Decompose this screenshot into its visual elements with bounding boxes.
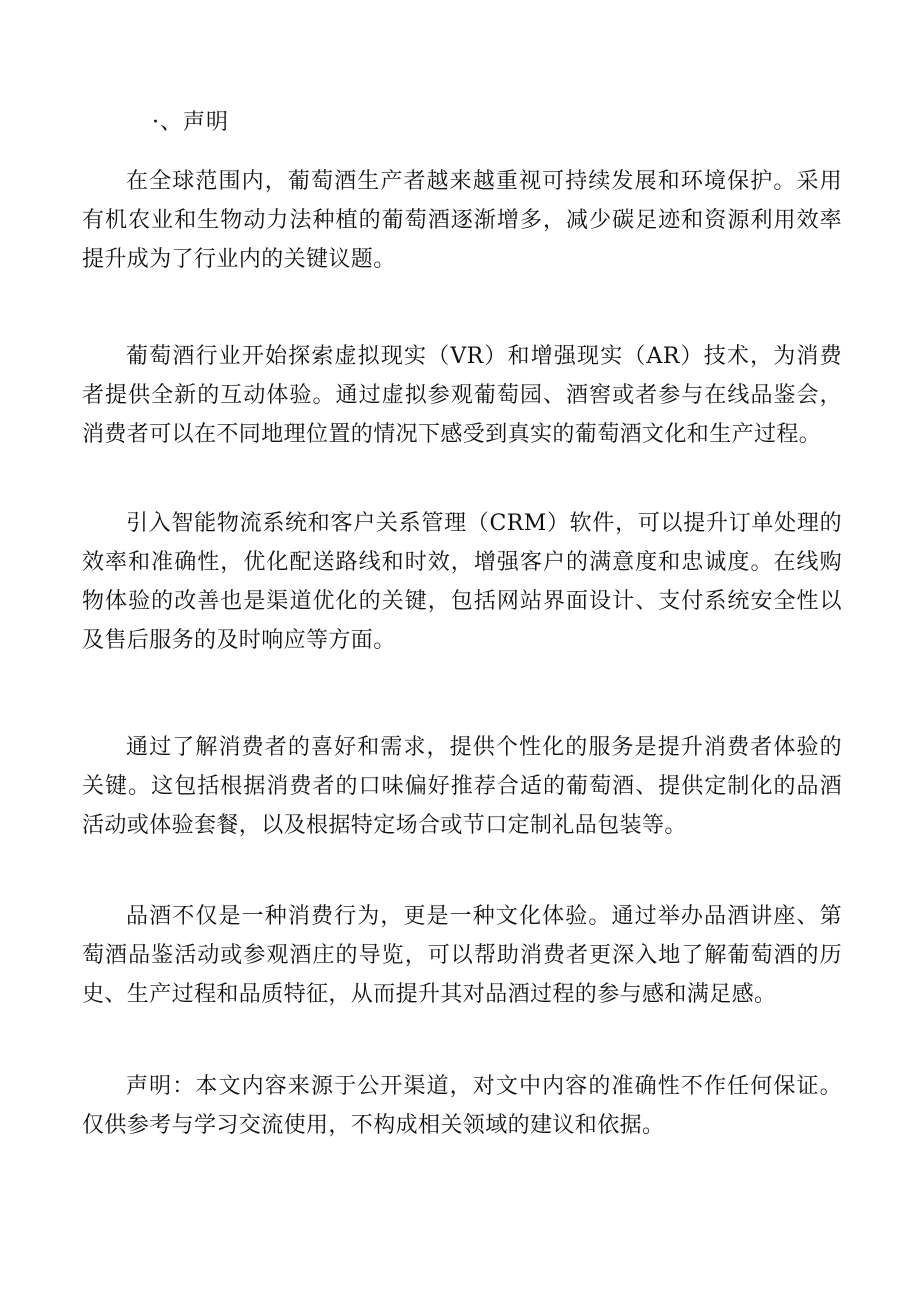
paragraph-logistics-crm: 引入智能物流系统和客户关系管理（CRM）软件，可以提升订单处理的效率和准确性，优化配送路线和时效，增强客户的满意度和忠诚度。在线购物体验的改善也是渠道优化的关键，包括网站界面设计、支付系统安全性以及售后服务的及时响应等方面。 (82, 511, 842, 653)
paragraph-personalization: 通过了解消费者的喜好和需求，提供个性化的服务是提升消费者体验的关键。这包括根据消费者的口味偏好推荐合适的葡萄酒、提供定制化的品酒活动或体验套餐，以及根据特定场合或节口定制礼品包装等。 (82, 735, 842, 838)
section-heading: ·、声明 (152, 110, 229, 135)
paragraph-vr-ar: 葡萄酒行业开始探索虚拟现实（VR）和增强现实（AR）技术，为消费者提供全新的互动体验。通过虚拟参观葡萄园、酒窖或者参与在线品鉴会，消费者可以在不同地理位置的情况下感受到真实的葡萄酒文化和生产过程。 (82, 344, 842, 447)
paragraph-sustainability: 在全球范围内，葡萄酒生产者越来越重视可持续发展和环境保护。采用有机农业和生物动力法种植的葡萄酒逐渐增多，减少碳足迹和资源利用效率提升成为了行业内的关键议题。 (82, 169, 842, 272)
paragraph-wine-culture: 品酒不仅是一种消费行为，更是一种文化体验。通过举办品酒讲座、第萄酒品鉴活动或参观酒庄的导览，可以帮助消费者更深入地了解葡萄酒的历史、生产过程和品质特征，从而提升其对品酒过程的参与感和满足感。 (82, 904, 842, 1007)
paragraph-disclaimer: 声明：本文内容来源于公开渠道，对文中内容的准确性不作任何保证。仅供参考与学习交流使用，不构成相关领域的建议和依据。 (82, 1074, 842, 1138)
